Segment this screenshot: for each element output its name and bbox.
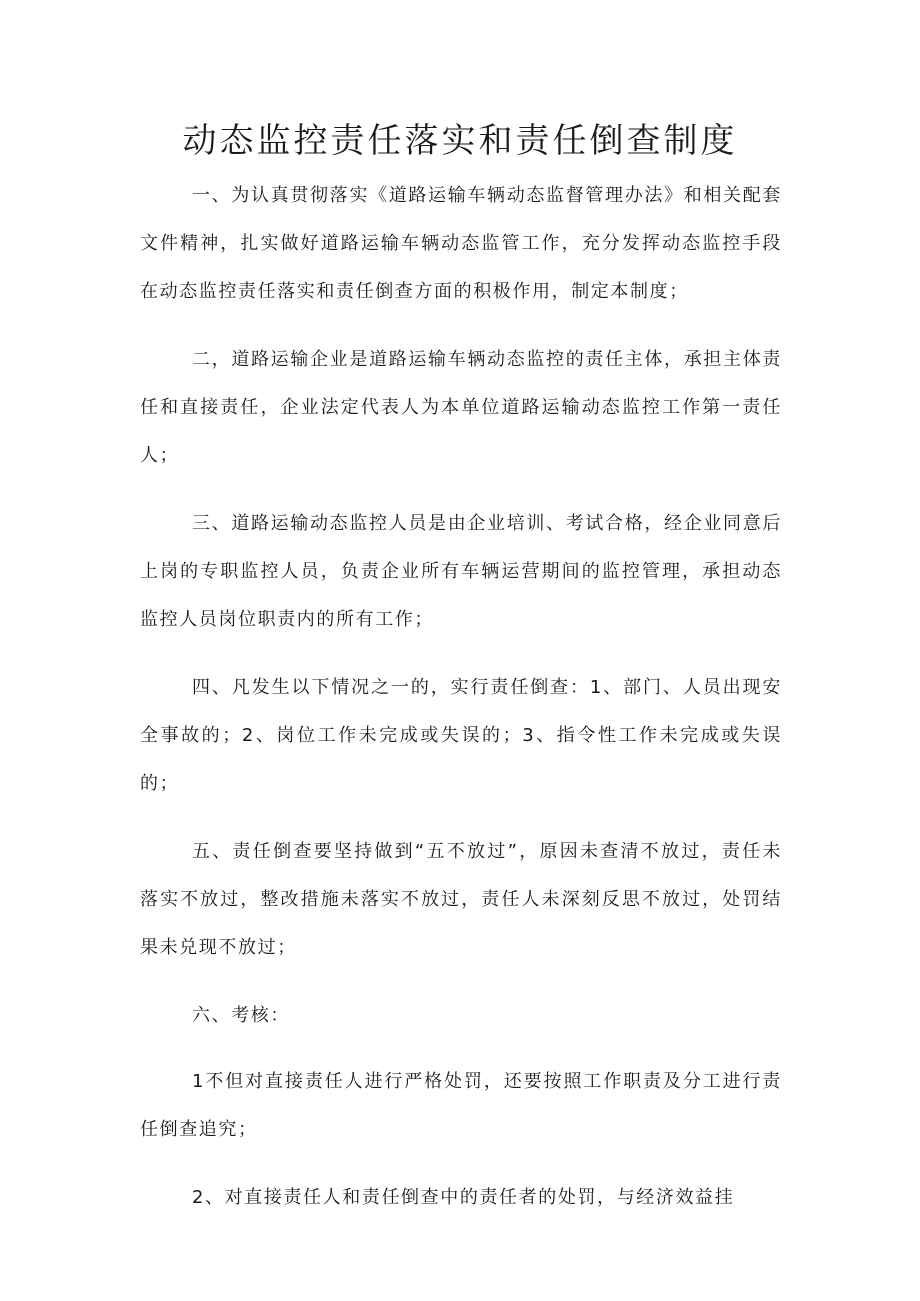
paragraph-4: 四、凡发生以下情况之一的，实行责任倒查：1、部门、人员出现安全事故的；2、岗位工作未完成或失误的；3、指令性工作未完成或失误的；: [140, 677, 782, 794]
document-title: 动态监控责任落实和责任倒查制度: [182, 121, 738, 161]
paragraph-7: 1不但对直接责任人进行严格处罚，还要按照工作职责及分工进行责任倒查追究；: [140, 1071, 782, 1140]
paragraph-1: 一、为认真贯彻落实《道路运输车辆动态监督管理办法》和相关配套文件精神，扎实做好道路运输车辆动态监管工作，充分发挥动态监控手段在动态监控责任落实和责任倒查方面的积极作用，制定本制度；: [140, 185, 782, 302]
paragraph-6: 六、考核：: [192, 1005, 290, 1026]
paragraph-5: 五、责任倒查要坚持做到“五不放过”，原因未查清不放过，责任未落实不放过，整改措施未落实不放过，责任人未深刻反思不放过，处罚结果未兑现不放过；: [140, 841, 782, 958]
paragraph-2: 二，道路运输企业是道路运输车辆动态监控的责任主体，承担主体责任和直接责任，企业法定代表人为本单位道路运输动态监控工作第一责任人；: [140, 349, 782, 466]
document-body: [140, 172, 782, 1242]
paragraph-3: 三、道路运输动态监控人员是由企业培训、考试合格，经企业同意后上岗的专职监控人员，负责企业所有车辆运营期间的监控管理，承担动态监控人员岗位职责内的所有工作；: [140, 513, 782, 630]
paragraph-8: 2、对直接责任人和责任倒查中的责任者的处罚，与经济效益挂: [192, 1187, 735, 1208]
